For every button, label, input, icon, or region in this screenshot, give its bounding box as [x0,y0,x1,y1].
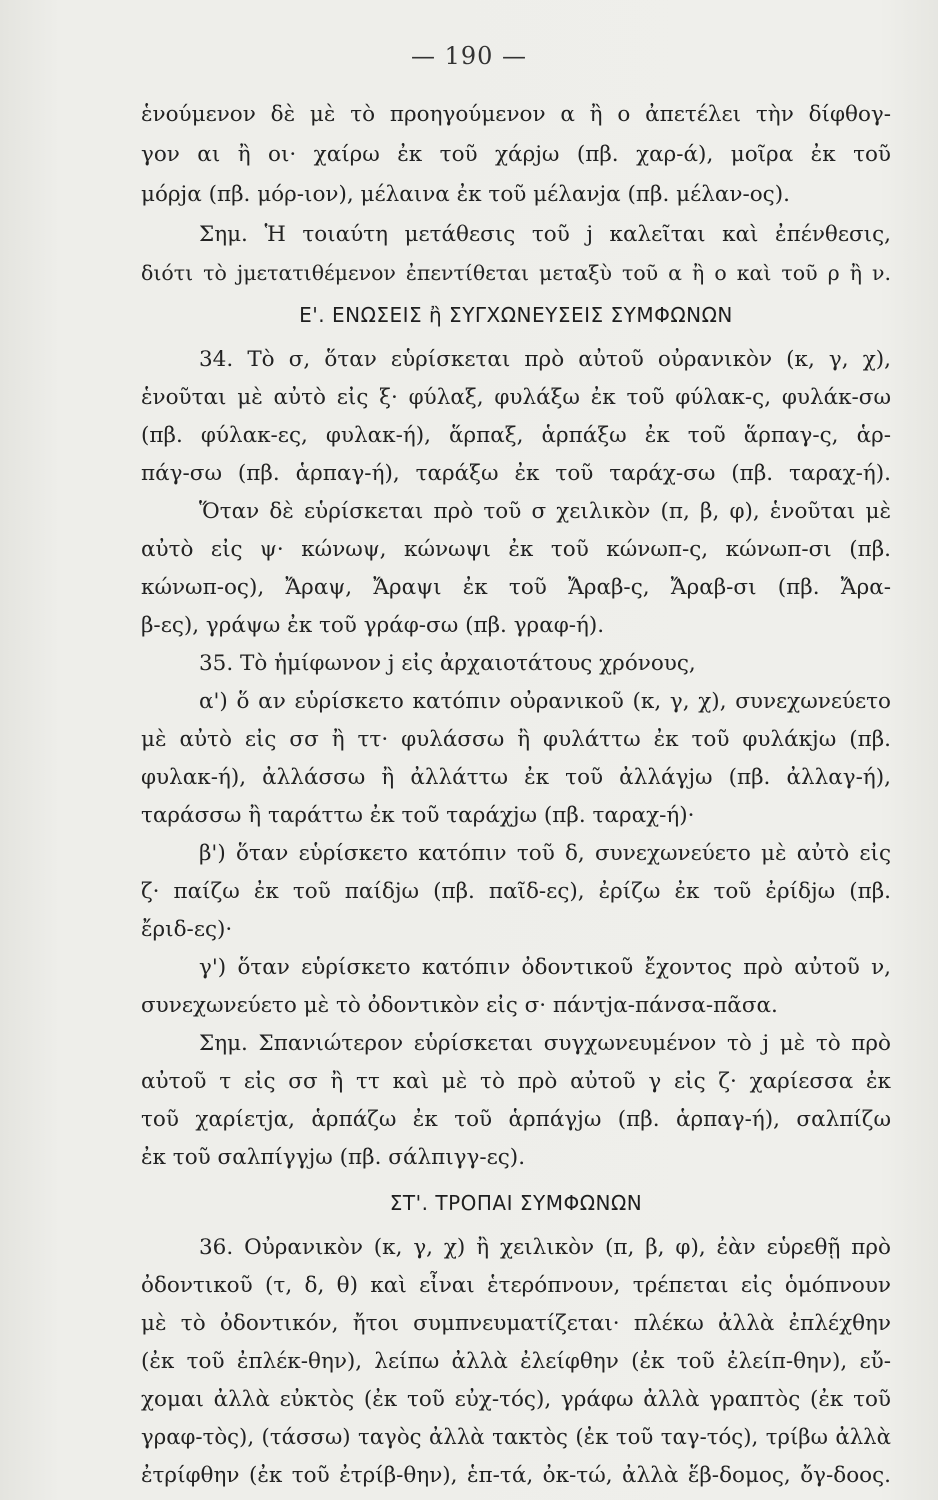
text-line: β') ὅταν εὑρίσκετο κατόπιν τοῦ δ, συνεχωνεύετο μὲ αὐτὸ εἰς [199,841,891,866]
text-line: ζ· παίζω ἐκ τοῦ παίδjω (πβ. παῖδ-ες), ἐρίζω ἐκ τοῦ ἐρίδjω (πβ. [141,879,891,904]
note-line: Σημ. Σπανιώτερον εὑρίσκεται συγχωνευμένον τὸ j μὲ τὸ πρὸ [199,1031,891,1056]
text-line: 36. Οὐρανικὸν (κ, γ, χ) ἢ χειλικὸν (π, β, φ), ἐὰν εὑρεθῇ πρὸ [199,1235,891,1260]
text-line: αὐτοῦ τ εἰς σσ ἢ ττ καὶ μὲ τὸ πρὸ αὐτοῦ γ εἰς ζ· χαρίεσσα ἐκ [141,1069,891,1094]
text-line: γον αι ἢ οι· χαίρω ἐκ τοῦ χάρjω (πβ. χαρ-ά), μοῖρα ἐκ τοῦ [141,142,891,167]
note-line: Σημ. Ἡ τοιαύτη μετάθεσις τοῦ j καλεῖται καὶ ἐπένθεσις, [199,222,891,247]
text-line: Ὅταν δὲ εὑρίσκεται πρὸ τοῦ σ χειλικὸν (π, β, φ), ἑνοῦται μὲ [199,499,891,524]
text-line: ἐτρίφθην (ἐκ τοῦ ἐτρίβ-θην), ἑπ-τά, ὀκ-τώ, ἀλλὰ ἕβ-δομος, ὄγ-δοος. [141,1463,891,1488]
text-line: ἑνούμενον δὲ μὲ τὸ προηγούμενον α ἢ ο ἀπετέλει τὴν δίφθογ- [141,102,891,127]
text-line: (ἐκ τοῦ ἐπλέκ-θην), λείπω ἀλλὰ ἐλείφθην (ἐκ τοῦ ἐλείπ-θην), εὔ- [141,1349,891,1374]
section-heading-e: Ε'. ΕΝΩΣΕΙΣ ἢ ΣΥΓΧΩΝΕΥΣΕΙΣ ΣΥΜΦΩΝΩΝ [299,303,733,327]
text-line: ἔριδ-ες)· [141,917,233,942]
text-line: πάγ-σω (πβ. ἁρπαγ-ή), ταράξω ἐκ τοῦ ταράχ-σω (πβ. ταραχ-ή). [141,461,891,486]
text-line: γ') ὅταν εὑρίσκετο κατόπιν ὀδοντικοῦ ἔχοντος πρὸ αὐτοῦ ν, [199,955,891,980]
text-line: αὐτὸ εἰς ψ· κώνωψ, κώνωψι ἐκ τοῦ κώνωπ-ς, κώνωπ-σι (πβ. [141,537,891,562]
text-line: (πβ. φύλακ-ες, φυλακ-ή), ἅρπαξ, ἁρπάξω ἐκ τοῦ ἅρπαγ-ς, ἁρ- [141,423,891,448]
text-line: μὲ τὸ ὀδοντικόν, ἤτοι συμπνευματίζεται· πλέκω ἀλλὰ ἐπλέχθην [141,1311,891,1336]
text-line: μόρjα (πβ. μόρ-ιον), μέλαινα ἐκ τοῦ μέλανjα (πβ. μέλαν-ος). [141,182,790,207]
text-line: ἑνοῦται μὲ αὐτὸ εἰς ξ· φύλαξ, φυλάξω ἐκ τοῦ φύλακ-ς, φυλάκ-σω [141,385,891,410]
text-line: διότι τὸ jμετατιθέμενον ἐπεντίθεται μεταξὺ τοῦ α ἢ ο καὶ τοῦ ρ ἢ ν. [141,261,891,285]
text-line: α') ὅ αν εὑρίσκετο κατόπιν οὐρανικοῦ (κ, γ, χ), συνεχωνεύετο [199,689,891,714]
text-line: συνεχωνεύετο μὲ τὸ ὀδοντικὸν εἰς σ· πάντjα-πάνσα-πᾶσα. [141,993,778,1018]
section-heading-st: ΣΤ'. ΤΡΟΠΑΙ ΣΥΜΦΩΝΩΝ [389,1191,643,1215]
text-line: ὀδοντικοῦ (τ, δ, θ) καὶ εἶναι ἑτερόπνουν, τρέπεται εἰς ὁμόπνουν [141,1273,891,1298]
text-line: 35. Τὸ ἡμίφωνον j εἰς ἀρχαιοτάτους χρόνους, [199,651,696,676]
text-line: γραφ-τὸς), (τάσσω) ταγὸς ἀλλὰ τακτὸς (ἐκ τοῦ ταγ-τός), τρίβω ἀλλὰ [141,1425,891,1450]
text-line: τοῦ χαρίετjα, ἁρπάζω ἐκ τοῦ ἁρπάγjω (πβ. ἁρπαγ-ή), σαλπίζω [141,1107,891,1132]
page-number: — 190 — [410,42,528,70]
text-line: φυλακ-ή), ἀλλάσσω ἢ ἀλλάττω ἐκ τοῦ ἀλλάγjω (πβ. ἀλλαγ-ή), [141,765,891,790]
text-line: ταράσσω ἢ ταράττω ἐκ τοῦ ταράχjω (πβ. ταραχ-ή)· [141,803,695,828]
text-line: ἐκ τοῦ σαλπίγγjω (πβ. σάλπιγγ-ες). [141,1145,526,1170]
text-line: χομαι ἀλλὰ εὐκτὸς (ἐκ τοῦ εὐχ-τός), γράφω ἀλλὰ γραπτὸς (ἐκ τοῦ [141,1387,891,1412]
text-line: 34. Τὸ σ, ὅταν εὑρίσκεται πρὸ αὐτοῦ οὐρανικὸν (κ, γ, χ), [199,347,891,372]
text-line: β-ες), γράψω ἐκ τοῦ γράφ-σω (πβ. γραφ-ή). [141,613,605,638]
text-line: κώνωπ-ος), Ἄραψ, Ἄραψι ἐκ τοῦ Ἄραβ-ς, Ἄραβ-σι (πβ. Ἄρα- [141,575,891,600]
text-line: μὲ αὐτὸ εἰς σσ ἢ ττ· φυλάσσω ἢ φυλάττω ἐκ τοῦ φυλάκjω (πβ. [141,727,891,752]
